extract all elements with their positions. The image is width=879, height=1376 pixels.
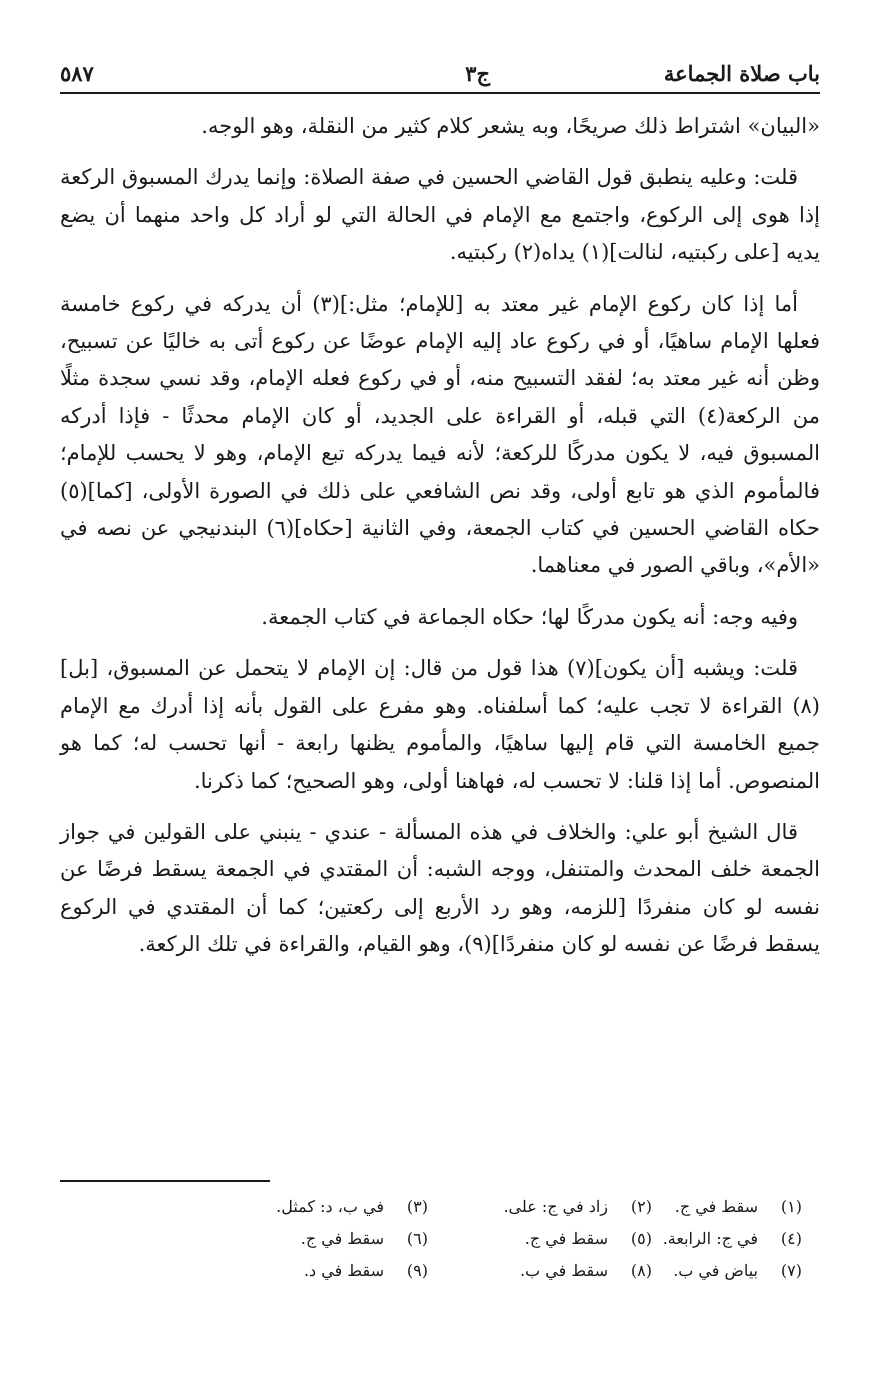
footnote-number: (٢) <box>630 1196 652 1216</box>
book-page <box>60 52 821 1280</box>
footnote-row <box>60 1190 820 1222</box>
footnote-text: في ب، د: كمثل. <box>276 1196 384 1216</box>
footnote-text: في ج: الرابعة. <box>662 1228 758 1248</box>
paragraph: قال الشيخ أبو علي: والخلاف في هذه المسألة - عندي - ينبني على القولين في جواز الجمعة خلف المحدث والمتنفل، ووجه الشبه: أن المقتدي في الجمعة يسقط فرضًا عن نفسه لو كان منفردًا [للزمه، وهو رد الأربع إلى ركعتين؛ كما أن المقتدي في الركوع يسقط فرضًا عن نفسه لو كان منفردًا](٩)، وهو القيام، والقراءة في تلك الركعة. <box>60 819 820 957</box>
paragraph: قلت: وعليه ينطبق قول القاضي الحسين في صفة الصلاة: وإنما يدرك المسبوق الركعة إذا هوى إلى الركوع، واجتمع مع الإمام في الحالة التي لو أراد كل واحد منهما أن يضع يديه [على ركبتيه، لنالت](١) يداه(٢) ركبتيه. <box>60 165 820 265</box>
footnote <box>652 1261 802 1280</box>
footnote-text: سقط في ج. <box>674 1196 758 1216</box>
footnote <box>178 1229 428 1248</box>
chapter-title: باب صلاة الجماعة <box>663 61 820 86</box>
paragraph: أما إذا كان ركوع الإمام غير معتد به [للإمام؛ مثل:](٣) أن يدركه في ركوع خامسة فعلها الإمام ساهيًا، أو في ركوع عاد إليه الإمام عوضًا عن ركوع أتى به خاليًا عن تسبيح، وظن أنه غير معتد به؛ لفقد التسبيح منه، أو في ركوع فعله الإمام، وقد نسي سجدة مثلًا من الركعة(٤) التي قبله، أو القراءة على الجديد، أو كان الإمام محدثًا - فإذا أدركه المسبوق فيه، لا يكون مدركًا للركعة؛ لأنه فيما يدركه تبع الإمام، وهو لا يحسب للإمام؛ فالمأموم الذي هو تابع أولى، وقد نص الشافعي على ذلك في الصورة الأولى، [كما](٥) حكاه القاضي الحسين في كتاب الجمعة، وفي الثانية [حكاه](٦) البندنيجي عن نصه في «الأم»، وباقي الصور في معناهما. <box>60 291 821 578</box>
footnote-number: (٩) <box>406 1260 428 1280</box>
footnote-text: زاد في ج: على. <box>503 1196 608 1216</box>
paragraph: وفيه وجه: أنه يكون مدركًا لها؛ حكاه الجماعة في كتاب الجمعة. <box>261 604 798 629</box>
paragraph: «البيان» اشتراط ذلك صريحًا، وبه يشعر كلام كثير من النقلة، وهو الوجه. <box>201 114 820 138</box>
footnote-text: سقط في ج. <box>300 1228 384 1248</box>
footnote-number: (٣) <box>406 1196 428 1216</box>
footnote-separator <box>60 1180 270 1182</box>
paragraph: قلت: ويشبه [أن يكون](٧) هذا قول من قال: إن الإمام لا يتحمل عن المسبوق، [بل](٨) القراءة لا تجب عليه؛ كما أسلفناه. وهو مفرع على القول بأنه إذا أدرك مع الإمام جميع الخامسة التي قام إليها ساهيًا، والمأموم يظنها رابعة - أنها تحسب له؛ كما هو المنصوص. أما إذا قلنا: لا تحسب له، فهاهنا أولى، وهو الصحيح؛ كما ذكرنا. <box>60 656 820 793</box>
footnote <box>428 1261 652 1280</box>
footnote <box>178 1261 428 1280</box>
footnote <box>428 1197 652 1216</box>
running-header <box>60 52 820 94</box>
footnote-number: (٧) <box>780 1260 802 1280</box>
footnote-row <box>60 1222 820 1254</box>
footnote-text: بياض في ب. <box>673 1260 758 1280</box>
page-number: ٥٨٧ <box>60 61 94 86</box>
footnote <box>428 1229 652 1248</box>
footnote-number: (٨) <box>630 1260 652 1280</box>
footnote <box>178 1197 428 1216</box>
footnote-number: (٦) <box>406 1228 428 1248</box>
footnote-text: سقط في د. <box>303 1260 384 1280</box>
footnote-row <box>60 1254 820 1286</box>
footnote <box>652 1197 802 1216</box>
footnote-number: (٥) <box>630 1228 652 1248</box>
footnote-number: (٤) <box>780 1228 802 1248</box>
footnote-text: سقط في ب. <box>520 1260 608 1280</box>
footnote <box>652 1229 802 1248</box>
footnotes <box>60 1190 820 1286</box>
footnote-number: (١) <box>780 1196 802 1216</box>
main-text <box>60 108 820 964</box>
footnote-text: سقط في ج. <box>524 1228 608 1248</box>
volume-label: ج٣ <box>465 61 490 86</box>
